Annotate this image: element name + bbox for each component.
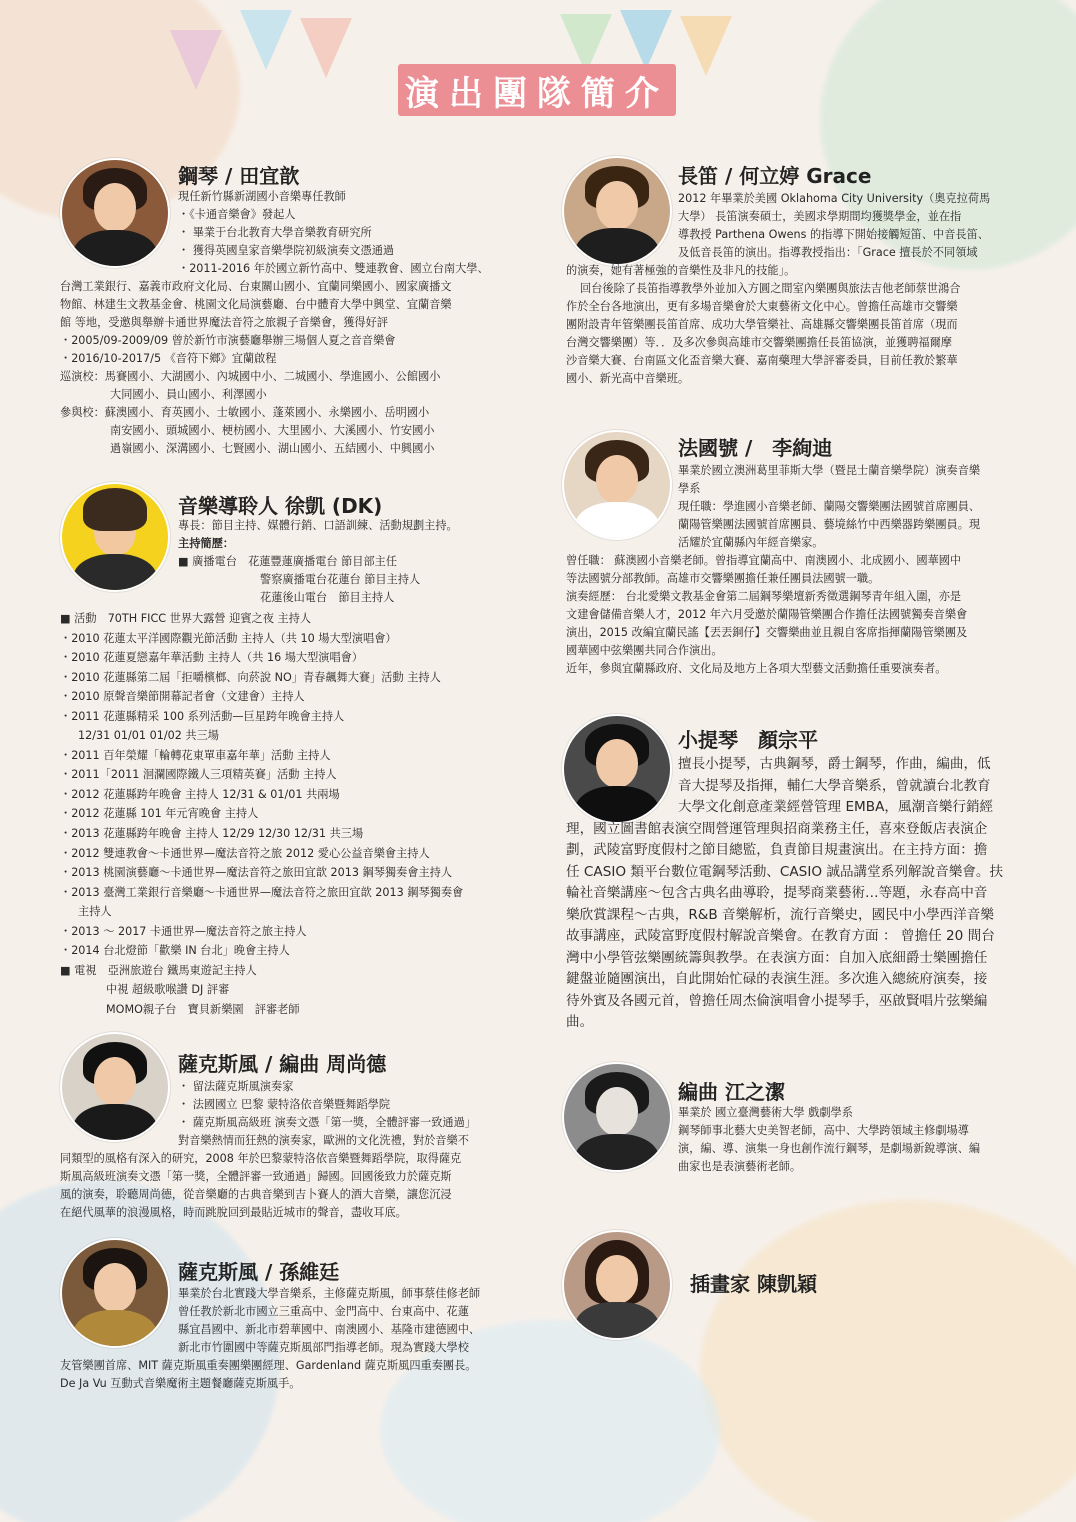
bio-line: 12/31 01/01 01/02 共三場 bbox=[78, 729, 219, 743]
bio-line: 及低音長笛的演出。指導教授指出：「Grace 擅長於不同領域 bbox=[678, 246, 978, 259]
bio-line: 沙音樂大賽、台南區文化盃音樂大賽、嘉南藥理大學評審委員，目前任教於繁華 bbox=[566, 354, 958, 367]
bio-line: 斯風高級班演奏文憑「第一獎，全體評審一致通過」歸國。回國後致力於薩克斯 bbox=[60, 1170, 452, 1183]
bio-line: 友管樂團首席、MIT 薩克斯風重奏團樂團經理、Gardenland 薩克斯風四重奏團長。 bbox=[60, 1359, 477, 1372]
bio-line: 專長：節目主持、媒體行銷、口語訓練、活動規劃主持。 bbox=[178, 519, 458, 532]
bio-line: 演奏經歷： 台北愛樂文教基金會第二屆鋼琴樂壇新秀徵選鋼琴青年組入圍，亦是 bbox=[566, 590, 962, 603]
bio-line: 南安國小、頭城國小、梗枋國小、大里國小、大溪國小、竹安國小 bbox=[110, 424, 435, 437]
bio-line: ・2012 花蓮縣跨年晚會 主持人 12/31 & 01/01 共兩場 bbox=[60, 787, 340, 801]
bio-line: ・2013 ～ 2017 卡通世界—魔法音符之旅主持人 bbox=[60, 924, 307, 938]
bio-line: 曲。 bbox=[566, 1014, 594, 1030]
piano-performer-bio bbox=[60, 188, 489, 458]
bio-line: ・2011-2016 年於國立新竹高中、雙連教會、國立台南大學、 bbox=[178, 262, 489, 275]
bio-line: 曲家也是表演藝術老師。 bbox=[678, 1160, 802, 1173]
bio-line: ・2013 臺灣工業銀行音樂廳～卡通世界—魔法音符之旅田宜歆 2013 鋼琴獨奏會 bbox=[60, 885, 464, 899]
bio-line: 對音樂熱情而狂熱的演奏家，歐洲的文化洗禮，對於音樂不 bbox=[178, 1134, 469, 1147]
bio-line: ・ 留法薩克斯風演奏家 bbox=[178, 1080, 294, 1093]
bio-line: 樂欣賞課程～古典，R&B 音樂解析，流行音樂史，國民中小學西洋音樂 bbox=[566, 906, 994, 923]
bio-line: 輪社音樂講座～包含古典名曲導聆，提琴商業藝術…等題，永春高中音 bbox=[566, 885, 988, 901]
host-career bbox=[60, 609, 463, 1019]
bio-line: 台灣工業銀行、嘉義市政府文化局、台東關山國小、宜蘭同樂國小、國家廣播文 bbox=[60, 280, 452, 293]
bio-line: 同類型的風格有深入的研究，2008 年於巴黎蒙特洛依音樂暨舞蹈學院，取得薩克 bbox=[60, 1152, 462, 1165]
bio-line: 作於全台各地演出，更有多場音樂會於大東藝術文化中心。曾擔任高雄市交響樂 bbox=[566, 300, 958, 313]
bio-line: 新北市竹圍國中等薩克斯風部門指導老師。現為實踐大學校 bbox=[178, 1341, 469, 1354]
page-title: 演出團隊簡介 bbox=[405, 73, 669, 114]
bio-line: 故事講座，武陵富野度假村解說音樂會。在教育方面 ： 曾擔任 20 間台 bbox=[566, 928, 995, 944]
bio-line: 畢業於國立澳洲葛里菲斯大學（暨昆士蘭音樂學院）演奏音樂 bbox=[678, 464, 981, 477]
bio-line: 現任職：學進國小音樂老師、蘭陽交響樂團法國號首席團員、 bbox=[678, 500, 981, 513]
flute-performer-name: 長笛 / 何立婷 Grace bbox=[678, 164, 872, 188]
bio-line: De Ja Vu 互動式音樂魔術主題餐廳薩克斯風手。 bbox=[60, 1377, 301, 1390]
violin-performer-name: 小提琴 顏宗平 bbox=[678, 728, 818, 752]
bio-line: 館 等地，受邀與舉辦卡通世界魔法音符之旅親子音樂會，獲得好評 bbox=[60, 316, 388, 329]
bio-line: 曾任教於新北市國立三重高中、金門高中、台東高中、花蓮 bbox=[178, 1305, 469, 1318]
bio-line: ・《卡通音樂會》發起人 bbox=[178, 208, 296, 221]
sax-arranger-bio bbox=[60, 1078, 476, 1222]
bio-line: 大同國小、員山國小、利澤國小 bbox=[110, 388, 267, 401]
bio-line: 學系 bbox=[678, 482, 701, 495]
host-bio bbox=[60, 517, 458, 607]
arranger-bio bbox=[678, 1104, 980, 1176]
bio-line: ・ 獲得英國皇家音樂學院初級演奏文憑通過 bbox=[178, 244, 395, 257]
bio-line: 風的演奏，聆聽周尚德，從音樂廳的古典音樂到吉卜賽人的酒大音樂，讓您沉浸 bbox=[60, 1188, 452, 1201]
bio-line: 曾任職： 蘇澳國小音樂老師。曾指導宜蘭高中、南澳國小、北成國小、國華國中 bbox=[566, 554, 962, 567]
page-title-banner bbox=[398, 64, 676, 116]
bio-line: 的演奏，她有著極強的音樂性及非凡的技能」。 bbox=[566, 264, 796, 277]
bio-line: MOMO親子台 寶貝新樂園 評審老師 bbox=[106, 1002, 300, 1016]
bio-line: ・2011 花蓮縣精采 100 系列活動—巨星跨年晚會主持人 bbox=[60, 709, 345, 723]
bio-line: 鋼琴師事北藝大史美智老師，高中、大學跨領域主修劇場導 bbox=[678, 1124, 969, 1137]
bio-line: 團附設青年管樂團長笛首席、成功大學管樂社、高雄縣交響樂團長笛首席（現而 bbox=[566, 318, 958, 331]
bio-line: 待外賓及各國元首，曾擔任周杰倫演唱會小提琴手，巫啟賢唱片弦樂編 bbox=[566, 992, 988, 1009]
bio-line: ■ 電視 亞洲旅遊台 鐵馬東遊記主持人 bbox=[60, 963, 257, 977]
bio-line: 演出，2015 改編宜蘭民謠【丟丟銅仔】交響樂曲並且親自客席指揮蘭陽管樂團及 bbox=[566, 626, 968, 639]
bio-line: 國小、新光高中音樂班。 bbox=[566, 372, 690, 385]
bio-line: 活耀於宜蘭縣內年經音樂家。 bbox=[678, 536, 824, 549]
bio-line: 花蓮後山電台 節目主持人 bbox=[260, 591, 395, 604]
bio-line: ・2010 花蓮縣第二屆「拒嚼檳榔、向菸說 NO」青春飆舞大賽」活動 主持人 bbox=[60, 670, 441, 684]
bio-line: 在絕代風華的浪漫風格，時而跳脫回到最貼近城市的聲音，盡收耳底。 bbox=[60, 1206, 407, 1219]
bio-line: ・2010 花蓮夏戀嘉年華活動 主持人（共 16 場大型演唱會） bbox=[60, 651, 364, 665]
bio-line: 參與校：蘇澳國小、育英國小、士敏國小、蓬萊國小、永樂國小、岳明國小 bbox=[60, 406, 430, 419]
bio-line: ・2013 花蓮縣跨年晚會 主持人 12/29 12/30 12/31 共三場 bbox=[60, 827, 364, 841]
bio-line: 擅長小提琴，古典鋼琴，爵士鋼琴，作曲，編曲，低 bbox=[678, 756, 991, 772]
bio-line: 縣宜昌國中、新北市碧華國中、南澳國小、基隆市建德國中、 bbox=[178, 1323, 481, 1336]
flute-performer-bio bbox=[566, 190, 990, 388]
bio-line: 任 CASIO 類平台數位電鋼琴活動、CASIO 誠品講堂系列解說音樂會。扶 bbox=[566, 863, 1004, 880]
bio-line: 國華國中弦樂團共同合作演出。 bbox=[566, 644, 723, 657]
bio-line: ■ 活動 70TH FICC 世界大露營 迎賓之夜 主持人 bbox=[60, 612, 312, 625]
bio-line: 導教授 Parthena Owens 的指導下開始接觸短笛、中音長笛、 bbox=[678, 228, 989, 241]
bio-line: 過嶺國小、深溝國小、七賢國小、湖山國小、五結國小、中興國小 bbox=[110, 442, 435, 455]
bio-line: 主持簡歷： bbox=[178, 537, 234, 550]
bio-line: 現任新竹縣新湖國小音樂專任教師 bbox=[178, 190, 346, 203]
bio-line: 演，編、導、演集一身也創作流行鋼琴，是劇場新銳導演、編 bbox=[678, 1142, 981, 1155]
bio-line: 巡演校：馬賽國小、大湖國小、內城國中小、二城國小、學進國小、公館國小 bbox=[60, 370, 441, 383]
illustrator-photo bbox=[562, 1230, 672, 1340]
bio-line: ・2010 花蓮太平洋國際觀光節活動 主持人（共 10 場大型演唱會） bbox=[60, 631, 397, 645]
bio-line: 畢業於 國立臺灣藝術大學 戲劇學系 bbox=[678, 1106, 853, 1119]
bio-line: ・ 薩克斯風高級班 演奏文憑「第一獎，全體評審一致通過」 bbox=[178, 1116, 476, 1129]
bio-line: 2012 年畢業於美國 Oklahoma City University（奧克拉荷馬 bbox=[678, 192, 991, 205]
bio-line: ・2012 花蓮縣 101 年元宵晚會 主持人 bbox=[60, 807, 259, 821]
sax-arranger-name: 薩克斯風 / 編曲 周尚德 bbox=[178, 1052, 387, 1076]
horn-performer-bio bbox=[566, 462, 980, 678]
sax-player-name: 薩克斯風 / 孫維廷 bbox=[178, 1260, 340, 1284]
illustrator-name: 插畫家 陳凱穎 bbox=[690, 1272, 817, 1296]
bio-line: 回台後除了長笛指導教學外並加入方圓之間室內樂團與旅法吉他老師蔡世鴻合 bbox=[580, 282, 961, 295]
bio-line: ・ 畢業于台北教育大學音樂教育研究所 bbox=[178, 226, 372, 239]
bio-line: ・ 法國國立 巴黎 蒙特洛依音樂暨舞蹈學院 bbox=[178, 1098, 391, 1111]
arranger-name: 編曲 江之潔 bbox=[678, 1080, 785, 1104]
bio-line: 警察廣播電台花蓮台 節目主持人 bbox=[260, 573, 421, 586]
piano-performer-name: 鋼琴 / 田宜歆 bbox=[178, 164, 300, 188]
bio-line: 音大提琴及指揮，輔仁大學音樂系，曾就讀台北教育 bbox=[678, 777, 991, 794]
bio-line: 鍵盤並隨團演出，自此開始忙碌的表演生涯。多次進入總統府演奏，接 bbox=[566, 971, 988, 987]
bio-line: 大學文化創意產業經營管理 EMBA，風潮音樂行銷經 bbox=[678, 799, 994, 815]
bio-line: 近年，參與宜蘭縣政府、文化局及地方上各項大型藝文活動擔任重要演奏者。 bbox=[566, 662, 947, 675]
bio-line: 台灣交響樂團）等．．及多次參與高雄市交響樂團擔任長笛協演，並獲聘福爾摩 bbox=[566, 336, 952, 349]
arranger-photo bbox=[562, 1062, 672, 1172]
bio-line: 理，國立圖書館表演空間營運管理與招商業務主任，喜來登飯店表演企 bbox=[566, 820, 988, 837]
bio-line: 物館、林建生文教基金會、桃園文化局演藝廳、台中體育大學中興堂、宜蘭音樂 bbox=[60, 298, 452, 311]
bio-line: ■ 廣播電台 花蓮豐蓮廣播電台 節目部主任 bbox=[178, 555, 398, 568]
bio-line: 等法國號分部教師。高雄市交響樂團擔任兼任團員法國號一職。 bbox=[566, 572, 880, 585]
horn-performer-name: 法國號 / 李絢迪 bbox=[678, 436, 833, 460]
bio-line: 主持人 bbox=[78, 905, 112, 919]
bio-line: ・2011 百年榮耀「輪轉花東單車嘉年華」活動 主持人 bbox=[60, 748, 331, 762]
bio-line: 畢業於台北實踐大學音樂系，主修薩克斯風，師事蔡佳修老師 bbox=[178, 1287, 481, 1300]
bio-line: 中視 超級歌喉讚 DJ 評審 bbox=[106, 983, 230, 997]
bio-line: ・2010 原聲音樂節開幕記者會（文建會）主持人 bbox=[60, 690, 305, 704]
bio-line: ・2012 雙連教會～卡通世界—魔法音符之旅 2012 愛心公益音樂會主持人 bbox=[60, 846, 430, 860]
bio-line: ・2014 台北燈節「歡樂 IN 台北」晚會主持人 bbox=[60, 944, 290, 958]
bio-line: ・2013 桃園演藝廳～卡通世界—魔法音符之旅田宜歆 2013 鋼琴獨奏會主持人 bbox=[60, 866, 453, 880]
bio-line: ・2005/09-2009/09 曾於新竹市演藝廳舉辦三場個人夏之音音樂會 bbox=[60, 334, 396, 347]
bio-line: 文建會儲備音樂人才，2012 年六月受邀於蘭陽管樂團合作擔任法國號獨奏音樂會 bbox=[566, 608, 968, 621]
bio-line: ・2011「2011 洄瀾國際鐵人三項精英賽」活動 主持人 bbox=[60, 768, 337, 782]
sax-player-bio bbox=[60, 1285, 480, 1393]
bio-line: 劃，武陵富野度假村之節目總監，負責節目規畫演出。在主持方面：擔 bbox=[566, 842, 988, 858]
bio-line: 蘭陽管樂團法國號首席團員、藝境絲竹中西樂器跨樂團員。現 bbox=[678, 518, 981, 531]
bio-line: ・2016/10-2017/5 《音符下鄉》宜蘭啟程 bbox=[60, 352, 277, 365]
bio-line: 大學） 長笛演奏碩士，美國求學期間均獲獎學金，並在指 bbox=[678, 210, 962, 223]
violin-performer-bio bbox=[566, 754, 1003, 1034]
bio-line: 灣中小學管弦樂團統籌與教學。在表演方面：自加入底細爵士樂團擔任 bbox=[566, 949, 988, 966]
host-name: 音樂導聆人 徐凱 (DK) bbox=[178, 494, 383, 518]
